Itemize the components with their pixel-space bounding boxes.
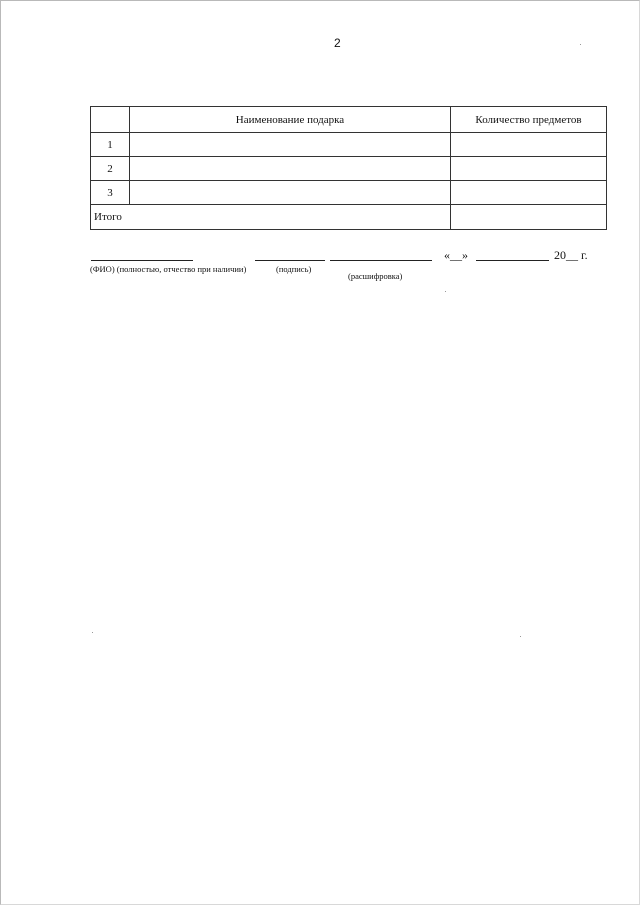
row-quantity-cell [451, 157, 607, 181]
signature-line [255, 260, 325, 261]
decoding-caption: (расшифровка) [348, 271, 403, 281]
table-header-row [91, 107, 607, 133]
fio-caption: (ФИО) (полностью, отчество при наличии) [90, 264, 247, 274]
scan-speck [92, 632, 93, 633]
row-quantity-cell [451, 133, 607, 157]
date-year: 20__ г. [554, 248, 588, 262]
row-gift-name-cell [130, 157, 451, 181]
decoding-line [330, 260, 432, 261]
table-row [91, 181, 607, 205]
row-quantity-cell [451, 181, 607, 205]
date-day: «__» [444, 248, 468, 262]
scan-speck [520, 636, 521, 637]
total-label: Итого [91, 205, 451, 230]
row-number: 2 [91, 157, 130, 181]
total-quantity-cell [451, 205, 607, 230]
row-gift-name-cell [130, 133, 451, 157]
scan-speck [445, 291, 446, 292]
table-total-row [91, 205, 607, 230]
row-number: 1 [91, 133, 130, 157]
table-row [91, 133, 607, 157]
header-gift-name: Наименование подарка [130, 107, 451, 133]
fio-line [91, 260, 193, 261]
row-number: 3 [91, 181, 130, 205]
page-number: 2 [334, 36, 341, 50]
signature-caption: (подпись) [276, 264, 312, 274]
header-quantity: Количество предметов [451, 107, 607, 133]
scan-speck [580, 44, 581, 45]
gift-table [90, 106, 607, 230]
header-number [91, 107, 130, 133]
table-row [91, 157, 607, 181]
row-gift-name-cell [130, 181, 451, 205]
date-month-line [476, 260, 549, 261]
